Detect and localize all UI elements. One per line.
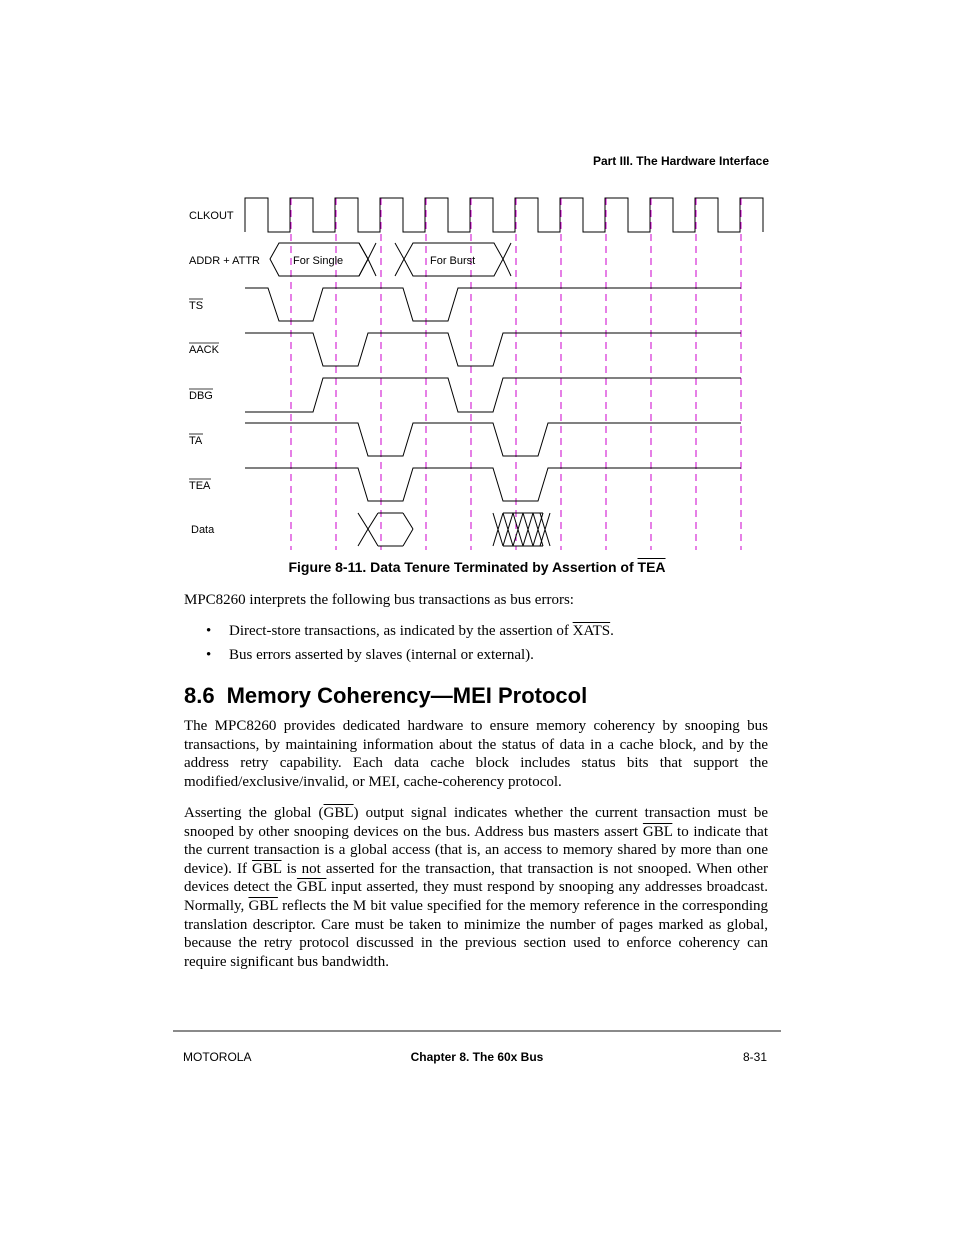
- paragraph-2-text: Asserting the global (: [184, 805, 324, 821]
- paragraph-2-text: to indicate that the current transaction is a global access (that is, an access to memory shared by more than one device). If: [184, 823, 769, 877]
- signal-label-ts: TS: [189, 300, 204, 312]
- section-number: 8.6: [184, 683, 215, 708]
- clock-reference-lines: [291, 198, 741, 550]
- paragraph-2-text: reflects the M bit value specified for the memory reference in the corresponding translation descriptor. Care must be taken to minimize the number of pages marked as global, because the retry protocol discussed in the previous section used to enforce coherency can require significant bus bandwidth.: [184, 897, 768, 970]
- gbl-signal: $\overline{GBL}$: [252, 860, 282, 877]
- paragraph-2: [184, 804, 768, 971]
- page-number: 8-31: [742, 1050, 767, 1064]
- signal-label-clkout: CLKOUT: [189, 210, 234, 222]
- footer-rule: [173, 1030, 781, 1032]
- signal-label-addr-attr: ADDR + ATTR: [189, 255, 261, 267]
- figure-caption-signal: $\overline{TEA}$: [637, 559, 666, 575]
- paragraph-2-text: input asserted, they must respond by snooping any addresses broadcast. Normally,: [184, 879, 768, 914]
- active-low-overbars: [189, 299, 219, 479]
- signal-label-dbg: DBG: [189, 390, 213, 402]
- gbl-signal: $\overline{GBL}$: [248, 897, 278, 914]
- running-head: Part III. The Hardware Interface: [592, 154, 769, 168]
- ta-waveform: [245, 423, 741, 456]
- bullet-item-2: [206, 646, 534, 664]
- paragraph-2-text: ) output signal indicates whether the current transaction must be snooped by other snooping devices on the bus. Address bus masters assert: [184, 805, 768, 840]
- intro-paragraph: MPC8260 interprets the following bus transactions as bus errors:: [184, 592, 574, 608]
- gbl-signal: $\overline{GBL}$: [323, 805, 354, 821]
- bullet-1-end: .: [610, 623, 614, 639]
- signal-label-aack: AACK: [189, 344, 219, 356]
- section-heading: [184, 683, 587, 709]
- figure-caption-text: Figure 8-11. Data Tenure Terminated by Assertion of: [288, 559, 638, 575]
- signal-label-data: Data: [191, 524, 215, 536]
- gbl-signal: $\overline{GBL}$: [296, 879, 327, 896]
- dbg-waveform: [245, 378, 741, 412]
- ts-waveform: [245, 288, 741, 321]
- bullet-1-signal: XATS: [572, 623, 611, 639]
- bullet-marker: •: [206, 623, 212, 639]
- signal-label-ta: TA: [189, 435, 203, 447]
- aack-waveform: [245, 333, 741, 366]
- clkout-waveform: [245, 198, 763, 232]
- signal-label-tea: TEA: [189, 480, 211, 492]
- addr-label-burst: For Burst: [430, 255, 476, 267]
- bullet-item-1: [206, 622, 614, 640]
- bullet-2-text: Bus errors asserted by slaves (internal or external).: [229, 647, 534, 663]
- figure-caption: [0, 559, 954, 575]
- gbl-signal: $\overline{GBL}$: [642, 823, 673, 840]
- section-title: Memory Coherency—MEI Protocol: [226, 683, 588, 708]
- bullet-1-text: Direct-store transactions, as indicated by the assertion of: [229, 623, 573, 639]
- tea-waveform: [245, 468, 741, 501]
- footer-chapter: Chapter 8. The 60x Bus: [410, 1050, 544, 1064]
- paragraph-1: The MPC8260 provides dedicated hardware to ensure memory coherency by snooping bus transactions, by maintaining information about the status of data in a cache block, and by the address retry capability. Each data cache block includes status bits that support the modified/exclusive/invalid, or MEI, cache-coherency protocol.: [184, 718, 768, 790]
- data-waveform: [358, 513, 550, 546]
- timing-diagram: [0, 0, 954, 560]
- paragraph-2-text: is not asserted for the transaction, that transaction is not snooped. When other devices detect the: [184, 860, 768, 896]
- bullet-marker: •: [206, 647, 212, 663]
- footer-left: MOTOROLA: [183, 1050, 252, 1064]
- addr-label-single: For Single: [293, 255, 344, 267]
